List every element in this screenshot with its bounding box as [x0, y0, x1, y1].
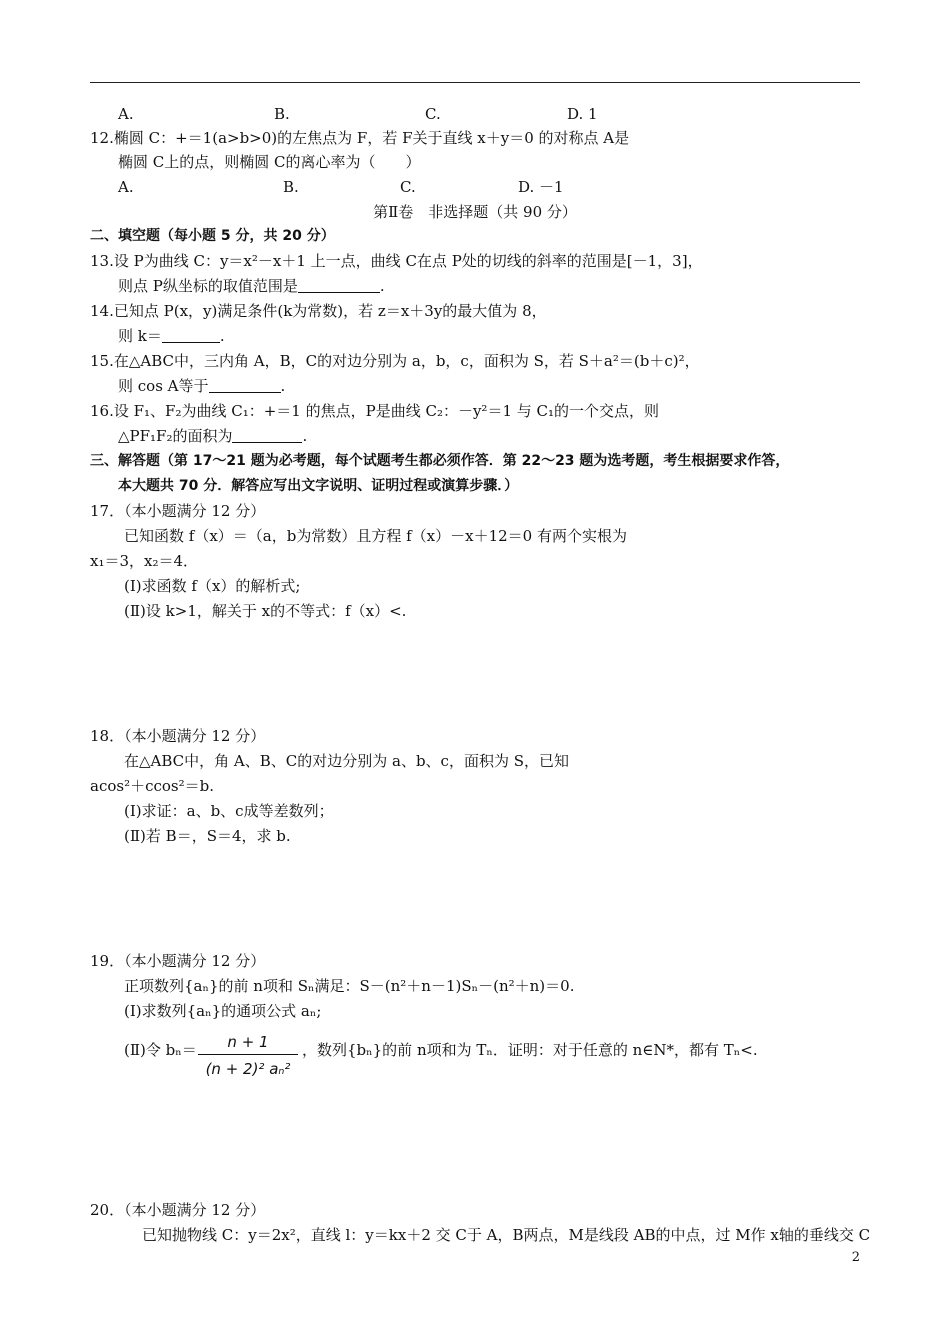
q17-head: 17．（本小题满分 12 分） — [90, 502, 266, 520]
q19-fraction-bar — [198, 1054, 298, 1055]
q18-part2: (Ⅱ)若 B＝，S＝4，求 b. — [124, 827, 291, 845]
section2-title: 二、填空题（每小题 5 分，共 20 分） — [90, 228, 335, 244]
q16-line1: 16.设 F₁、F₂为曲线 C₁：+＝1 的焦点，P是曲线 C₂：－y²＝1 与 C₁的一个交点，则 — [90, 402, 660, 420]
q12-line1: 12.椭圆 C：+＝1(a>b>0)的左焦点为 F，若 F关于直线 x＋y＝0 的对称点 A是 — [90, 129, 630, 147]
q18-part1: (Ⅰ)求证：a、b、c成等差数列； — [124, 802, 334, 820]
q16-line2-text: △PF₁F₂的面积为 — [118, 427, 233, 445]
q12-option-b: B. — [283, 178, 299, 196]
q17-line1: 已知函数 f（x）＝（a，b为常数）且方程 f（x）－x＋12＝0 有两个实根为 — [124, 527, 627, 545]
q12-line2: 椭圆 C上的点，则椭圆 C的离心率为（ ） — [118, 153, 421, 171]
q19-line1: 正项数列{aₙ}的前 n项和 Sₙ满足：S－(n²＋n－1)Sₙ－(n²＋n)＝0. — [124, 977, 575, 995]
q14-line2 — [118, 326, 225, 346]
q17-line2: x₁＝3，x₂＝4． — [90, 552, 199, 570]
q13-line2 — [118, 276, 385, 296]
q11-option-b: B. — [274, 105, 290, 123]
q15-line1: 15.在△ABC中，三内角 A，B，C的对边分别为 a，b，c，面积为 S，若 S＋a²＝(b＋c)²， — [90, 352, 700, 370]
q15-line2-text: 则 cos A等于 — [118, 377, 209, 395]
q12-option-c: C. — [400, 178, 416, 196]
q11-option-c: C. — [425, 105, 441, 123]
q20-head: 20．（本小题满分 12 分） — [90, 1201, 266, 1219]
q18-head: 18．（本小题满分 12 分） — [90, 727, 266, 745]
q13-line2-text: 则点 P纵坐标的取值范围是 — [118, 277, 298, 295]
q19-part2-post: ，数列{bₙ}的前 n项和为 Tₙ．证明：对于任意的 n∈N*，都有 Tₙ<. — [302, 1041, 758, 1059]
q16-line2 — [118, 426, 307, 446]
header-rule — [90, 82, 860, 83]
q18-line2: acos²＋ccos²＝b. — [90, 777, 214, 795]
part2-title: 第Ⅱ卷 非选择题（共 90 分） — [373, 203, 577, 221]
q15-line2 — [118, 376, 285, 396]
q18-line1: 在△ABC中，角 A、B、C的对边分别为 a、b、c，面积为 S，已知 — [124, 752, 570, 770]
q14-period: . — [219, 327, 225, 345]
q15-period: . — [280, 377, 286, 395]
q15-answer-blank — [209, 378, 281, 393]
q13-period: . — [379, 277, 385, 295]
q13-line1: 13.设 P为曲线 C：y＝x²－x＋1 上一点，曲线 C在点 P处的切线的斜率的范围是[－1，3]， — [90, 252, 703, 270]
section3-title-line2: 本大题共 70 分．解答应写出文字说明、证明过程或演算步骤．） — [118, 478, 519, 494]
q19-part2-pre: (Ⅱ)令 bₙ＝ — [124, 1041, 197, 1059]
q16-answer-blank — [232, 428, 302, 443]
q19-fraction-denominator: (n + 2)² aₙ² — [205, 1060, 291, 1078]
q19-head: 19．（本小题满分 12 分） — [90, 952, 266, 970]
q14-line1: 14.已知点 P(x，y)满足条件(k为常数)，若 z＝x＋3y的最大值为 8， — [90, 302, 547, 320]
q20-line1: 已知抛物线 C：y＝2x²，直线 l：y＝kx＋2 交 C于 A，B两点，M是线段 AB的中点，过 M作 x轴的垂线交 C — [142, 1226, 871, 1244]
q11-option-d: D. 1 — [567, 105, 598, 123]
q17-part1: (Ⅰ)求函数 f（x）的解析式; — [124, 577, 301, 595]
q16-period: . — [302, 427, 308, 445]
section3-title-line1: 三、解答题（第 17～21 题为必考题，每个试题考生都必须作答．第 22～23 题为选考题，考生根据要求作答， — [90, 453, 790, 469]
q14-answer-blank — [162, 328, 220, 343]
q19-part1: (Ⅰ)求数列{aₙ}的通项公式 aₙ; — [124, 1002, 322, 1020]
q14-line2-text: 则 k＝ — [118, 327, 162, 345]
page-number: 2 — [851, 1250, 860, 1265]
q12-option-a: A. — [118, 178, 134, 196]
q17-part2: (Ⅱ)设 k>1，解关于 x的不等式：f（x）<. — [124, 602, 407, 620]
q19-fraction — [198, 1032, 298, 1079]
q11-option-a: A. — [118, 105, 134, 123]
q13-answer-blank — [298, 278, 380, 293]
q19-fraction-numerator: n + 1 — [227, 1033, 269, 1051]
q12-option-d: D. －1 — [518, 178, 564, 196]
